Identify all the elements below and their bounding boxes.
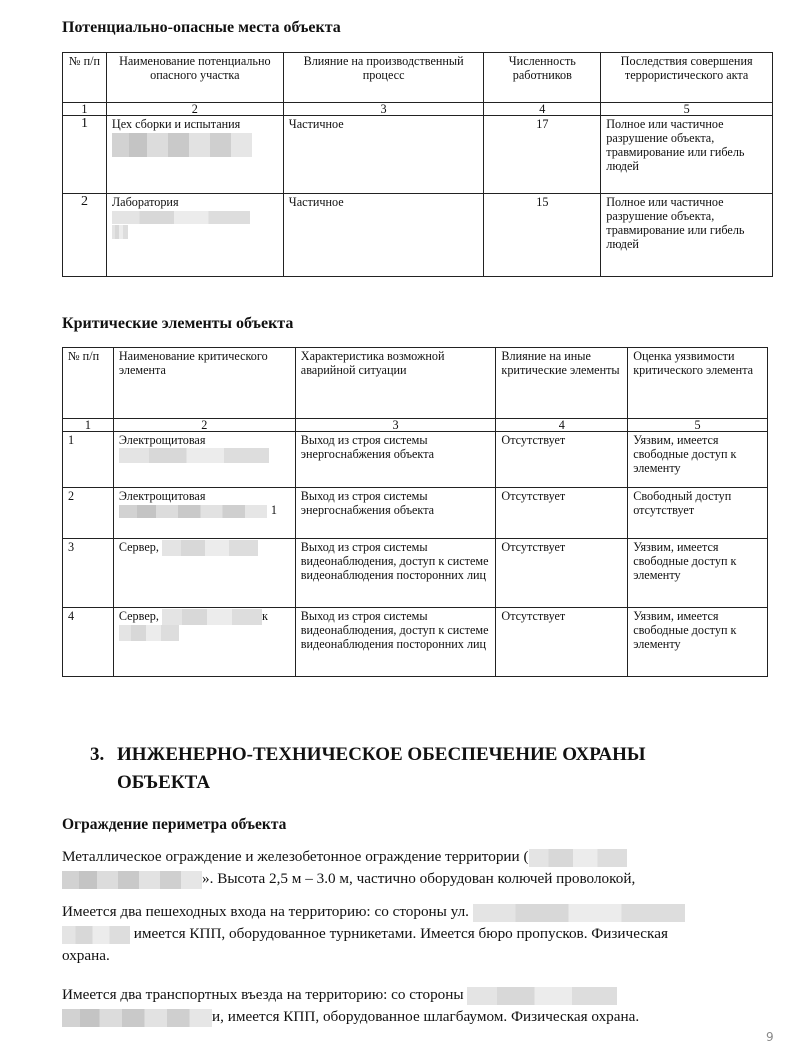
area-name: Лаборатория — [111, 195, 179, 209]
element-name-suffix: 1 — [270, 503, 277, 517]
paragraph-text: Имеется два транспортных въезда на территорию: со стороны — [62, 986, 464, 1003]
paragraph-text: ». Высота 2,5 м – 3.0 м, частично оборудован колючей проволокой, — [202, 870, 636, 887]
table-row — [63, 539, 768, 608]
vulnerability-cell: Уязвим, имеется свободные доступ к элементу — [628, 608, 768, 677]
paragraph-text: охрана. — [62, 947, 110, 964]
table-row — [63, 488, 768, 539]
consequences-cell: Полное или частичное разрушение объекта, травмирование или гибель людей — [601, 194, 773, 277]
redacted-text — [62, 871, 202, 889]
chapter-title-line1: ИНЖЕНЕРНО-ТЕХНИЧЕСКОЕ ОБЕСПЕЧЕНИЕ ОХРАНЫ — [117, 744, 646, 765]
influence-cell: Отсутствует — [496, 432, 628, 488]
element-name-cell — [113, 488, 295, 539]
redacted-text — [162, 609, 262, 625]
header-cell: № п/п — [63, 348, 114, 419]
header-cell: Наименование критического элемента — [113, 348, 295, 419]
row-number: 2 — [63, 194, 107, 277]
workers-cell: 17 — [484, 116, 601, 194]
row-number: 1 — [63, 432, 114, 488]
table-row — [63, 116, 773, 194]
redacted-text — [112, 225, 128, 239]
chapter-number: 3. — [90, 744, 105, 765]
header-cell: Влияние на производственный процесс — [283, 53, 484, 103]
redacted-text — [112, 211, 250, 224]
header-cell: № п/п — [63, 53, 107, 103]
situation-cell: Выход из строя системы энергоснабжения объекта — [295, 488, 496, 539]
influence-cell: Отсутствует — [496, 488, 628, 539]
situation-cell: Выход из строя системы энергоснабжения объекта — [295, 432, 496, 488]
redacted-text — [529, 849, 627, 867]
vulnerability-cell: Свободный доступ отсутствует — [628, 488, 768, 539]
element-name: Сервер, — [118, 609, 159, 623]
critical-elements-table — [62, 347, 768, 677]
header-cell: Численность работников — [484, 53, 601, 103]
vulnerability-cell: Уязвим, имеется свободные доступ к элементу — [628, 432, 768, 488]
column-number: 2 — [106, 103, 283, 116]
workers-cell: 15 — [484, 194, 601, 277]
header-cell: Влияние на иные критические элементы — [496, 348, 628, 419]
influence-cell: Частичное — [283, 116, 484, 194]
redacted-text — [62, 926, 130, 944]
paragraph-vehicle-entrances — [62, 984, 777, 1028]
column-number: 2 — [113, 419, 295, 432]
chapter-title-line2: ОБЪЕКТА — [117, 772, 211, 793]
table-row — [63, 194, 773, 277]
influence-cell: Частичное — [283, 194, 484, 277]
page-number: 9 — [766, 1030, 774, 1044]
header-cell: Наименование потенциально опасного участка — [106, 53, 283, 103]
row-number: 1 — [63, 116, 107, 194]
redacted-text — [162, 540, 258, 556]
header-cell: Характеристика возможной аварийной ситуации — [295, 348, 496, 419]
column-number: 3 — [283, 103, 484, 116]
row-number: 4 — [63, 608, 114, 677]
redacted-text — [62, 1009, 212, 1027]
column-number-row — [63, 419, 768, 432]
paragraph-text: Имеется два пешеходных входа на территорию: со стороны ул. — [62, 903, 469, 920]
chapter-heading — [90, 741, 646, 797]
area-name: Цех сборки и испытания — [111, 117, 241, 131]
row-number: 2 — [63, 488, 114, 539]
column-number: 4 — [496, 419, 628, 432]
row-number: 3 — [63, 539, 114, 608]
hazardous-places-table — [62, 52, 773, 277]
column-number-row — [63, 103, 773, 116]
paragraph-fence — [62, 846, 777, 890]
header-cell: Последствия совершения террористического акта — [601, 53, 773, 103]
section-title-critical-elements: Критические элементы объекта — [62, 315, 294, 332]
table-row — [63, 432, 768, 488]
column-number: 3 — [295, 419, 496, 432]
element-name-cell — [113, 539, 295, 608]
element-name-suffix: к — [261, 609, 268, 623]
redacted-text — [467, 987, 617, 1005]
column-number: 5 — [601, 103, 773, 116]
table-header-row — [63, 53, 773, 103]
area-name-cell — [106, 116, 283, 194]
consequences-cell: Полное или частичное разрушение объекта, травмирование или гибель людей — [601, 116, 773, 194]
paragraph-text: Металлическое ограждение и железобетонное ограждение территории ( — [62, 848, 529, 865]
column-number: 1 — [63, 419, 114, 432]
element-name: Сервер, — [118, 540, 159, 554]
section-title-hazardous-places: Потенциально-опасные места объекта — [62, 19, 341, 36]
element-name: Электрощитовая — [118, 489, 206, 503]
redacted-text — [119, 448, 269, 463]
paragraph-text: имеется КПП, оборудованное турникетами. Имеется бюро пропусков. Физическая — [133, 925, 668, 942]
column-number: 1 — [63, 103, 107, 116]
influence-cell: Отсутствует — [496, 608, 628, 677]
situation-cell: Выход из строя системы видеонаблюдения, доступ к системе видеонаблюдения посторонних лиц — [295, 608, 496, 677]
redacted-text — [473, 904, 685, 922]
vulnerability-cell: Уязвим, имеется свободные доступ к элементу — [628, 539, 768, 608]
area-name-cell — [106, 194, 283, 277]
column-number: 5 — [628, 419, 768, 432]
element-name: Электрощитовая — [118, 433, 206, 447]
paragraph-pedestrian-entrances — [62, 901, 777, 967]
paragraph-text: и, имеется КПП, оборудованное шлагбаумом. Физическая охрана. — [212, 1008, 640, 1025]
redacted-text — [112, 133, 252, 157]
table-header-row — [63, 348, 768, 419]
element-name-cell — [113, 432, 295, 488]
element-name-cell — [113, 608, 295, 677]
redacted-text — [119, 625, 179, 641]
situation-cell: Выход из строя системы видеонаблюдения, доступ к системе видеонаблюдения посторонних лиц — [295, 539, 496, 608]
redacted-text — [119, 505, 267, 518]
table-row — [63, 608, 768, 677]
column-number: 4 — [484, 103, 601, 116]
subsection-title-perimeter: Ограждение периметра объекта — [62, 816, 287, 833]
influence-cell: Отсутствует — [496, 539, 628, 608]
header-cell: Оценка уязвимости критического элемента — [628, 348, 768, 419]
